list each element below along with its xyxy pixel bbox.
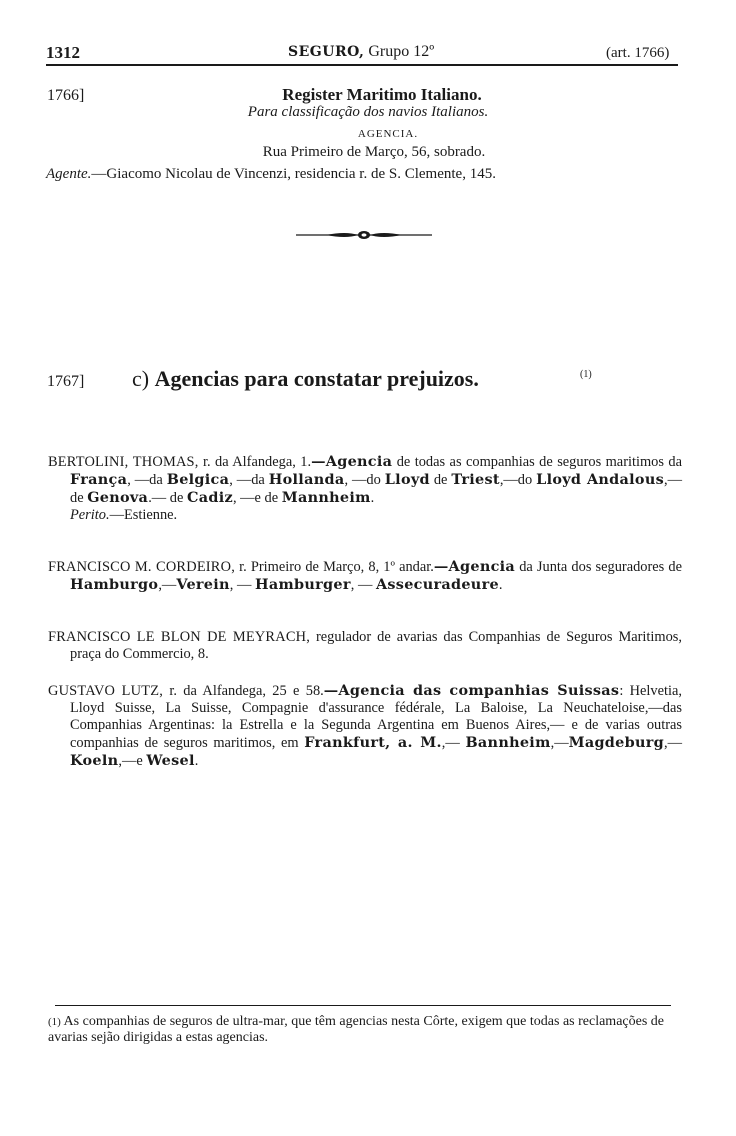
entry-name: GUSTAVO LUTZ,	[48, 683, 164, 699]
entry-bold: —Agencia	[433, 558, 516, 575]
entry-bold: Lloyd	[384, 471, 430, 488]
running-title-main: SEGURO,	[288, 44, 365, 60]
entry-bertolini	[48, 453, 682, 524]
entry-text: , —da	[127, 472, 167, 488]
entry-cordeiro-text	[48, 558, 682, 594]
footnote-reference: (1)	[580, 369, 592, 380]
entry-name: FRANCISCO M. CORDEIRO,	[48, 559, 235, 575]
footnote	[48, 1014, 682, 1046]
entry-bold: Cadiz	[186, 489, 233, 506]
entry-bold: Wesel	[146, 752, 195, 769]
entry-text: ,—e	[118, 753, 147, 769]
entry-bertolini-text	[48, 453, 682, 507]
entry-1767-label: c)	[132, 366, 150, 391]
entry-bold: França	[70, 471, 128, 488]
entry-lutz-text	[48, 682, 682, 770]
entry-text: de	[429, 472, 452, 488]
entry-bold: Magdeburg	[568, 734, 664, 751]
entry-leblon-text	[48, 629, 682, 663]
entry-1766-number: 1766]	[47, 87, 85, 104]
entry-1766-subtitle: Para classificação dos navios Italianos.	[247, 104, 489, 120]
entry-1767-title	[132, 366, 479, 392]
entry-text: da Junta dos seguradores de	[515, 559, 683, 575]
entry-text: r. da Alfandega, 25 e 58.	[163, 683, 324, 699]
entry-text: , —	[350, 577, 376, 593]
entry-leblon	[48, 629, 682, 663]
entry-bold: —Agencia	[311, 453, 393, 470]
entry-1766-address: Rua Primeiro de Março, 56, sobrado.	[262, 144, 486, 160]
entry-text: ,—	[441, 735, 466, 751]
entry-bold: Assecuradeure	[375, 576, 499, 593]
perito-text: —Estienne.	[109, 507, 178, 523]
entry-text: regulador de avarias das Companhias de Seguros Maritimos, praça do Commercio, 8.	[70, 629, 682, 662]
footnote-marker: (1)	[48, 1016, 61, 1028]
entry-text: , —e de	[232, 490, 282, 506]
entry-text: ,—do	[499, 472, 537, 488]
entry-bold: Verein	[176, 576, 230, 593]
running-title	[288, 43, 434, 61]
entry-bold: Lloyd Andalous	[536, 471, 664, 488]
entry-text: de todas as companhias de seguros maritimos da	[392, 454, 682, 470]
entry-1767-heading: Agencias para constatar prejuizos.	[154, 366, 479, 391]
header-rule	[46, 64, 678, 66]
agent-label: Agente.	[46, 166, 92, 182]
article-range: (art. 1766)	[606, 45, 670, 61]
entry-bertolini-perito	[48, 507, 682, 524]
entry-text: .	[370, 490, 375, 506]
entry-bold: Hollanda	[268, 471, 345, 488]
entry-bold: Koeln	[70, 752, 119, 769]
entry-text: .— de	[148, 490, 187, 506]
entry-name: BERTOLINI, THOMAS,	[48, 454, 199, 470]
running-title-group: Grupo 12º	[368, 43, 435, 60]
entry-text: , —da	[229, 472, 269, 488]
perito-label: Perito.	[70, 507, 110, 523]
entry-text: ,—	[158, 577, 177, 593]
entry-text: .	[194, 753, 199, 769]
entry-bold: Belgica	[166, 471, 230, 488]
entry-1766-title: Register Maritimo Italiano.	[282, 85, 482, 104]
entry-text: r. Primeiro de Março, 8, 1º andar.	[235, 559, 434, 575]
entry-text: r. da Alfandega, 1.	[198, 454, 312, 470]
entry-text: : Helvetia, Lloyd Suisse, La Suisse, Compagnie d'assurance fédérale, La Baloise, La Neuchateloise,—das Companhias Argentinas: la Estrella e la Segunda Argentina em Buenos Aires,— e de varias outras companhias de seguros maritimos, em	[70, 683, 682, 751]
entry-text: , —do	[344, 472, 385, 488]
entry-bold: Hamburger	[254, 576, 351, 593]
entry-1766-agencia-label: AGENCIA.	[357, 128, 419, 140]
entry-text: , —	[229, 577, 255, 593]
entry-bold: Triest	[451, 471, 500, 488]
entry-1766-agent	[46, 166, 496, 183]
entry-bold: Genova	[87, 489, 149, 506]
entry-name: FRANCISCO LE BLON DE MEYRACH,	[48, 629, 311, 645]
entry-lutz	[48, 682, 682, 770]
entry-cordeiro	[48, 558, 682, 594]
ornament-divider	[296, 228, 432, 242]
entry-text: ,—	[664, 735, 682, 751]
entry-bold: Mannheim	[281, 489, 371, 506]
agent-text: —Giacomo Nicolau de Vincenzi, residencia r. de S. Clemente, 145.	[91, 166, 496, 182]
entry-text: ,—	[550, 735, 569, 751]
footnote-rule	[55, 1005, 671, 1006]
entry-bold: —Agencia das companhias Suissas	[323, 682, 620, 699]
page-number: 1312	[46, 43, 80, 62]
entry-1767-number: 1767]	[47, 373, 85, 390]
entry-bold: Hamburgo	[70, 576, 159, 593]
entry-text: .	[498, 577, 503, 593]
footnote-text: As companhias de seguros de ultra-mar, que têm agencias nesta Côrte, exigem que todas as reclamações de avarias sejão dirigidas a estas agencias.	[48, 1014, 664, 1045]
entry-bold: Frankfurt, a. M.	[304, 734, 442, 751]
entry-text: ,—de	[70, 472, 682, 506]
entry-bold: Bannheim	[465, 734, 551, 751]
